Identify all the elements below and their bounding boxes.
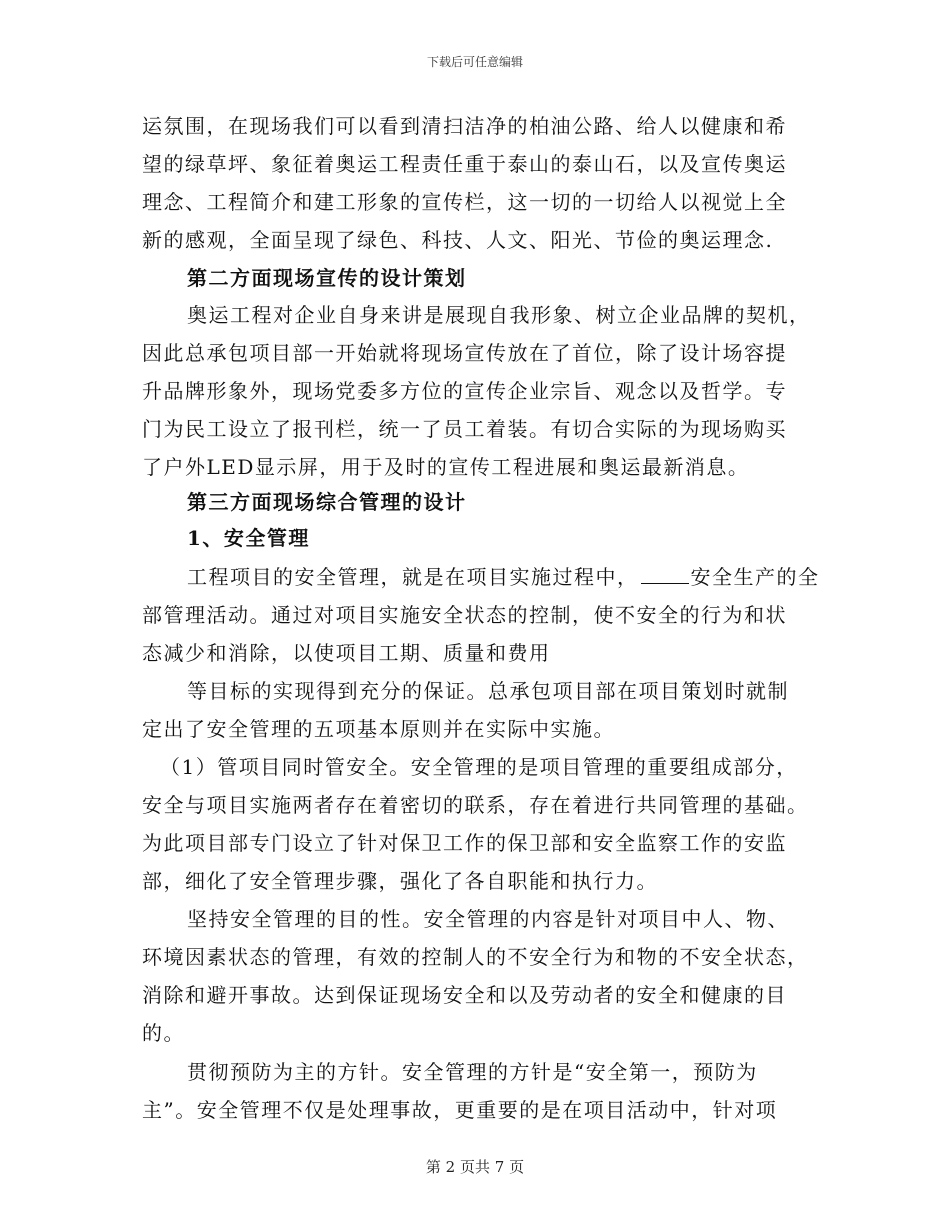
body-line: 态减少和消除，以使项目工期、质量和费用 [142,641,551,665]
body-line: 消除和避开事故。达到保证现场安全和以及劳动者的安全和健康的目 [142,983,787,1007]
body-line: 安全与项目实施两者存在着密切的联系，存在着进行共同管理的基础。 [142,793,809,817]
body-line: 升品牌形象外，现场党委多方位的宣传企业宗旨、观念以及哲学。专 [142,379,787,403]
subsection-heading: 1、安全管理 [187,526,310,550]
body-line: 环境因素状态的管理，有效的控制人的不安全行为和物的不安全状态， [142,945,809,969]
body-line: 定出了安全管理的五项基本原则并在实际中实施。 [142,717,615,741]
body-line: 奥运工程对企业自身来讲是展现自我形象、树立企业品牌的契机， [187,303,811,327]
body-text: 工程项目的安全管理，就是在项目实施过程中， [187,565,639,589]
body-line: 部，细化了安全管理步骤，强化了各自职能和执行力。 [142,869,658,893]
fill-in-blank [641,565,689,584]
body-line: 坚持安全管理的目的性。安全管理的内容是针对项目中人、物、 [187,907,789,931]
page-footer: 第 2 页共 7 页 [425,1158,525,1176]
body-line: （1）管项目同时管安全。安全管理的是项目管理的重要组成部分， [160,755,798,779]
body-line: 因此总承包项目部一开始就将现场宣传放在了首位，除了设计场容提 [142,341,787,365]
section-heading: 第三方面现场综合管理的设计 [187,490,467,514]
body-line: 理念、工程简介和建工形象的宣传栏，这一切的一切给人以视觉上全 [142,190,787,214]
body-line [187,565,820,589]
body-line: 的。 [142,1021,185,1045]
body-line: 主”。安全管理不仅是处理事故，更重要的是在项目活动中，针对项 [142,1098,778,1122]
body-line: 运氛围，在现场我们可以看到清扫洁净的柏油公路、给人以健康和希 [142,114,787,138]
body-line: 新的感观，全面呈现了绿色、科技、人文、阳光、节俭的奥运理念. [142,228,774,252]
body-line: 了户外LED显示屏，用于及时的宣传工程进展和奥运最新消息。 [142,455,750,479]
body-line: 贯彻预防为主的方针。安全管理的方针是“安全第一，预防为 [187,1060,758,1084]
body-line: 为此项目部专门设立了针对保卫工作的保卫部和安全监察工作的安监 [142,831,787,855]
body-text: 安全生产的全 [690,565,820,589]
page-header: 下载后可任意编辑 [426,55,523,69]
body-line: 门为民工设立了报刊栏，统一了员工着装。有切合实际的为现场购买 [142,417,787,441]
body-line: 望的绿草坪、象征着奥运工程责任重于泰山的泰山石，以及宣传奥运 [142,152,787,176]
section-heading: 第二方面现场宣传的设计策划 [187,266,467,290]
body-line: 等目标的实现得到充分的保证。总承包项目部在项目策划时就制 [187,679,789,703]
body-line: 部管理活动。通过对项目实施安全状态的控制，使不安全的行为和状 [142,603,787,627]
